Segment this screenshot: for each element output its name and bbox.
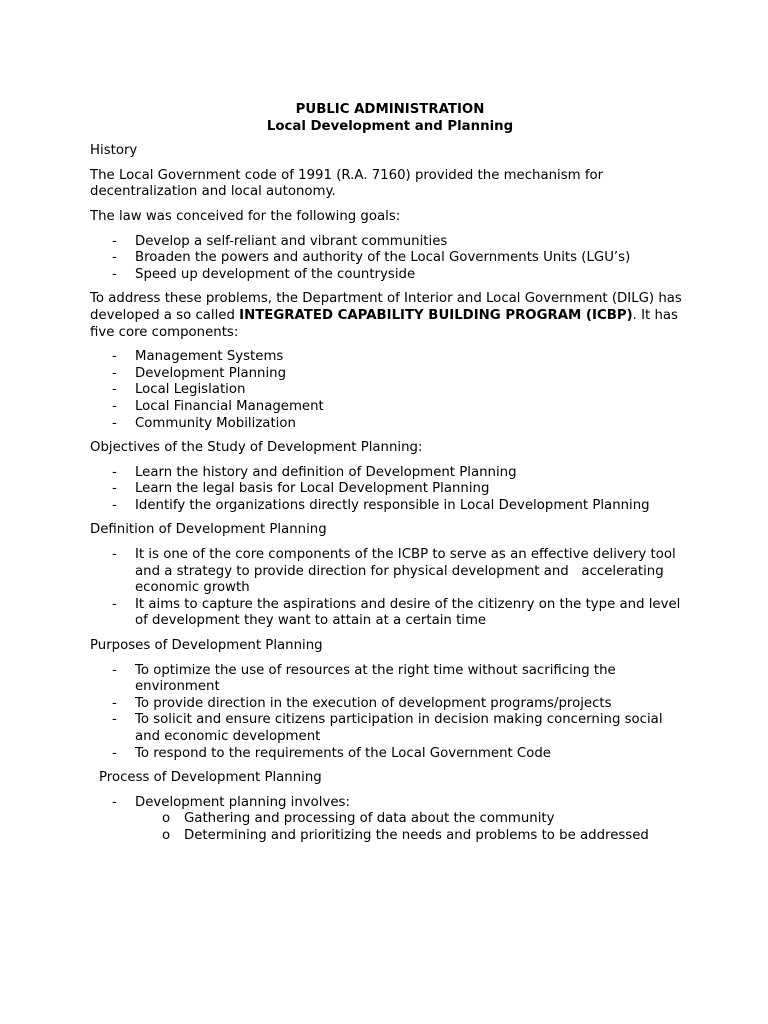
definition-text: It is one of the core components of the ICBP to serve as an effective delivery tool and a strategy to provide direction for physical development and accelerating economic growth: [135, 547, 680, 596]
list-item: [90, 547, 690, 597]
component-text: Management Systems: [135, 349, 284, 365]
dash-bullet: -: [112, 365, 117, 381]
objective-text: Identify the organizations directly responsible in Local Development Planning: [135, 497, 650, 513]
component-text: Local Financial Management: [135, 398, 324, 414]
process-heading: Process of Development Planning: [99, 770, 322, 786]
list-item: [90, 597, 690, 630]
dash-bullet: -: [112, 662, 117, 678]
icbp-program-name: INTEGRATED CAPABILITY BUILDING PROGRAM (ICBP): [239, 307, 633, 323]
definitions-list: [90, 547, 690, 630]
list-item: [90, 366, 690, 383]
objective-text: Learn the history and definition of Development Planning: [135, 464, 517, 480]
purpose-text: To provide direction in the execution of development programs/projects: [135, 695, 612, 711]
dash-bullet: -: [112, 382, 117, 398]
dash-bullet: -: [112, 794, 117, 810]
goals-intro: The law was conceived for the following goals:: [90, 208, 401, 224]
list-item: [90, 416, 690, 433]
list-item: [90, 663, 690, 696]
document-body: [90, 102, 690, 845]
list-item: [90, 349, 690, 366]
dash-bullet: -: [112, 712, 117, 728]
goals-list: [90, 234, 690, 284]
dash-bullet: -: [112, 233, 117, 249]
icbp-text-before: To address these problems, the Department of Interior and Local Government (DILG) has developed a so called: [90, 291, 682, 323]
purpose-text: To optimize the use of resources at the right time without sacrificing the environment: [135, 662, 616, 695]
definition-heading: Definition of Development Planning: [90, 522, 327, 538]
goal-text: Speed up development of the countryside: [135, 266, 416, 282]
list-item: [90, 234, 690, 251]
list-item: [90, 465, 690, 482]
list-item: [135, 828, 690, 845]
objective-text: Learn the legal basis for Local Development Planning: [135, 481, 490, 497]
icbp-paragraph: [90, 291, 690, 341]
document-subtitle: Local Development and Planning: [266, 118, 514, 134]
dash-bullet: -: [112, 415, 117, 431]
component-text: Local Legislation: [135, 382, 246, 398]
goal-text: Broaden the powers and authority of the Local Governments Units (LGU’s): [135, 250, 631, 266]
list-item: [90, 481, 690, 498]
process-text: Development planning involves:: [135, 794, 350, 810]
list-item: [90, 712, 690, 745]
objectives-list: [90, 465, 690, 515]
dash-bullet: -: [112, 349, 117, 365]
circle-bullet: o: [162, 811, 171, 827]
dash-bullet: -: [112, 266, 117, 282]
dash-bullet: -: [112, 464, 117, 480]
list-item: [90, 498, 690, 515]
history-heading: History: [90, 143, 138, 159]
list-item: [90, 795, 690, 845]
dash-bullet: -: [112, 398, 117, 414]
dash-bullet: -: [112, 695, 117, 711]
history-paragraph: The Local Government code of 1991 (R.A. 7160) provided the mechanism for decentralization and local autonomy.: [90, 167, 604, 200]
list-item: [90, 250, 690, 267]
purposes-list: [90, 663, 690, 763]
component-text: Development Planning: [135, 365, 287, 381]
purpose-text: To respond to the requirements of the Local Government Code: [135, 745, 551, 761]
objectives-heading: Objectives of the Study of Development Planning:: [90, 440, 423, 456]
dash-bullet: -: [112, 596, 117, 612]
list-item: [90, 746, 690, 763]
process-list: [90, 795, 690, 845]
process-subitem-text: Determining and prioritizing the needs and problems to be addressed: [184, 827, 649, 843]
icbp-text-after: . It has five core components:: [90, 307, 678, 340]
purposes-heading: Purposes of Development Planning: [90, 638, 323, 654]
component-text: Community Mobilization: [135, 415, 296, 431]
process-subitem-text: Gathering and processing of data about the community: [184, 811, 555, 827]
circle-bullet: o: [162, 827, 171, 843]
dash-bullet: -: [112, 250, 117, 266]
list-item: [90, 382, 690, 399]
goal-text: Develop a self-reliant and vibrant communities: [135, 233, 448, 249]
list-item: [90, 399, 690, 416]
dash-bullet: -: [112, 547, 117, 563]
list-item: [135, 811, 690, 828]
dash-bullet: -: [112, 497, 117, 513]
list-item: [90, 696, 690, 713]
process-sublist: [135, 811, 690, 844]
purpose-text: To solicit and ensure citizens participation in decision making concerning social and economic development: [135, 712, 663, 744]
dash-bullet: -: [112, 745, 117, 761]
dash-bullet: -: [112, 481, 117, 497]
components-list: [90, 349, 690, 432]
definition-text: It aims to capture the aspirations and desire of the citizenry on the type and level of development they want to attain at a certain time: [135, 596, 681, 629]
document-title: PUBLIC ADMINISTRATION: [295, 102, 485, 117]
list-item: [90, 267, 690, 284]
